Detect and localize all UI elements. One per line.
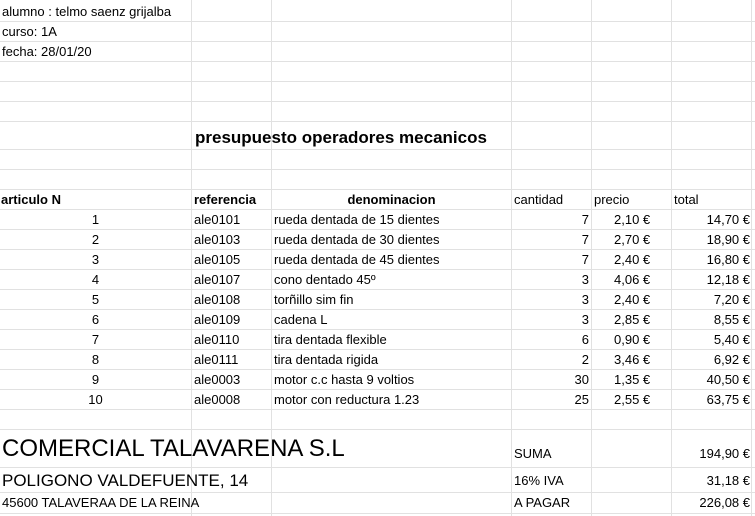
grid-line xyxy=(751,0,752,516)
row-total[interactable]: 8,55 € xyxy=(713,312,750,327)
grid-line xyxy=(0,389,755,390)
row-precio[interactable]: 3,46 € xyxy=(614,352,651,367)
row-ref[interactable]: ale0008 xyxy=(194,392,241,407)
row-cant[interactable]: 6 xyxy=(581,332,589,347)
row-total[interactable]: 14,70 € xyxy=(706,212,750,227)
col-header-cantidad[interactable]: cantidad xyxy=(514,192,564,207)
grid-line xyxy=(0,41,755,42)
grid-line xyxy=(0,467,755,468)
row-den[interactable]: rueda dentada de 45 dientes xyxy=(274,252,440,267)
col-header-articulo[interactable]: articulo N xyxy=(1,192,61,207)
row-cant[interactable]: 2 xyxy=(581,352,589,367)
row-total[interactable]: 16,80 € xyxy=(706,252,750,267)
grid-line xyxy=(0,121,755,122)
row-total[interactable]: 7,20 € xyxy=(713,292,750,307)
row-cant[interactable]: 7 xyxy=(581,252,589,267)
grid-line xyxy=(0,249,755,250)
row-total[interactable]: 12,18 € xyxy=(706,272,750,287)
row-n[interactable]: 10 xyxy=(88,392,103,407)
row-total[interactable]: 5,40 € xyxy=(713,332,750,347)
grid-line xyxy=(0,513,755,514)
row-n[interactable]: 9 xyxy=(91,372,100,387)
row-precio[interactable]: 2,40 € xyxy=(614,292,651,307)
row-den[interactable]: rueda dentada de 15 dientes xyxy=(274,212,440,227)
row-precio[interactable]: 2,70 € xyxy=(614,232,651,247)
grid-line xyxy=(0,289,755,290)
row-ref[interactable]: ale0109 xyxy=(194,312,241,327)
row-precio[interactable]: 2,10 € xyxy=(614,212,651,227)
row-n[interactable]: 8 xyxy=(91,352,100,367)
suma-value[interactable]: 194,90 € xyxy=(699,446,750,461)
pagar-label[interactable]: A PAGAR xyxy=(514,495,571,510)
row-ref[interactable]: ale0105 xyxy=(194,252,241,267)
grid-line xyxy=(0,21,755,22)
grid-line xyxy=(0,409,755,410)
row-ref[interactable]: ale0108 xyxy=(194,292,241,307)
row-cant[interactable]: 3 xyxy=(581,292,589,307)
row-cant[interactable]: 3 xyxy=(581,312,589,327)
row-total[interactable]: 6,92 € xyxy=(713,352,750,367)
row-total[interactable]: 40,50 € xyxy=(706,372,750,387)
row-n[interactable]: 7 xyxy=(91,332,100,347)
company-city[interactable]: 45600 TALAVERAA DE LA REINA xyxy=(2,495,200,510)
grid-line xyxy=(591,0,592,516)
grid-line xyxy=(0,189,755,190)
col-header-referencia[interactable]: referencia xyxy=(194,192,257,207)
row-cant[interactable]: 30 xyxy=(574,372,589,387)
grid-line xyxy=(0,149,755,150)
row-n[interactable]: 2 xyxy=(91,232,100,247)
col-header-total[interactable]: total xyxy=(674,192,699,207)
row-precio[interactable]: 2,55 € xyxy=(614,392,651,407)
row-n[interactable]: 1 xyxy=(91,212,100,227)
row-den[interactable]: cadena L xyxy=(274,312,328,327)
suma-label[interactable]: SUMA xyxy=(514,446,552,461)
row-den[interactable]: cono dentado 45º xyxy=(274,272,376,287)
row-total[interactable]: 63,75 € xyxy=(706,392,750,407)
grid-line xyxy=(0,492,755,493)
grid-line xyxy=(0,309,755,310)
grid-line xyxy=(0,169,755,170)
col-header-denominacion[interactable]: denominacion xyxy=(347,192,436,207)
row-ref[interactable]: ale0003 xyxy=(194,372,241,387)
iva-value[interactable]: 31,18 € xyxy=(706,473,750,488)
curso-cell[interactable]: curso: 1A xyxy=(2,24,57,39)
row-precio[interactable]: 0,90 € xyxy=(614,332,651,347)
grid-line xyxy=(0,369,755,370)
grid-line xyxy=(0,329,755,330)
row-precio[interactable]: 2,40 € xyxy=(614,252,651,267)
row-den[interactable]: rueda dentada de 30 dientes xyxy=(274,232,440,247)
grid-line xyxy=(0,209,755,210)
row-n[interactable]: 5 xyxy=(91,292,100,307)
row-den[interactable]: motor con reductura 1.23 xyxy=(274,392,420,407)
row-cant[interactable]: 7 xyxy=(581,232,589,247)
grid-line xyxy=(0,349,755,350)
grid-line xyxy=(0,81,755,82)
row-n[interactable]: 3 xyxy=(91,252,100,267)
grid-line xyxy=(0,61,755,62)
sheet-title[interactable]: presupuesto operadores mecanicos xyxy=(195,128,487,147)
row-ref[interactable]: ale0110 xyxy=(194,332,240,347)
row-ref[interactable]: ale0107 xyxy=(194,272,241,287)
row-cant[interactable]: 25 xyxy=(574,392,589,407)
row-precio[interactable]: 2,85 € xyxy=(614,312,651,327)
grid-line xyxy=(0,429,755,430)
row-den[interactable]: torñillo sim fin xyxy=(274,292,354,307)
col-header-precio[interactable]: precio xyxy=(594,192,630,207)
company-address[interactable]: POLIGONO VALDEFUENTE, 14 xyxy=(2,471,249,490)
row-ref[interactable]: ale0101 xyxy=(194,212,241,227)
row-precio[interactable]: 4,06 € xyxy=(614,272,651,287)
row-ref[interactable]: ale0111 xyxy=(194,352,239,367)
row-precio[interactable]: 1,35 € xyxy=(614,372,651,387)
row-den[interactable]: tira dentada rigida xyxy=(274,352,379,367)
pagar-value[interactable]: 226,08 € xyxy=(699,495,750,510)
row-n[interactable]: 6 xyxy=(91,312,100,327)
row-den[interactable]: motor c.c hasta 9 voltios xyxy=(274,372,415,387)
row-cant[interactable]: 3 xyxy=(581,272,589,287)
row-cant[interactable]: 7 xyxy=(581,212,589,227)
row-ref[interactable]: ale0103 xyxy=(194,232,241,247)
grid-line xyxy=(0,101,755,102)
alumno-cell[interactable]: alumno : telmo saenz grijalba xyxy=(2,4,172,19)
row-n[interactable]: 4 xyxy=(91,272,100,287)
grid-line xyxy=(0,269,755,270)
grid-line xyxy=(0,229,755,230)
iva-label[interactable]: 16% IVA xyxy=(514,473,564,488)
row-total[interactable]: 18,90 € xyxy=(706,232,750,247)
row-den[interactable]: tira dentada flexible xyxy=(274,332,387,347)
fecha-cell[interactable]: fecha: 28/01/20 xyxy=(2,44,92,59)
company-name[interactable]: COMERCIAL TALAVARENA S.L xyxy=(2,435,345,462)
